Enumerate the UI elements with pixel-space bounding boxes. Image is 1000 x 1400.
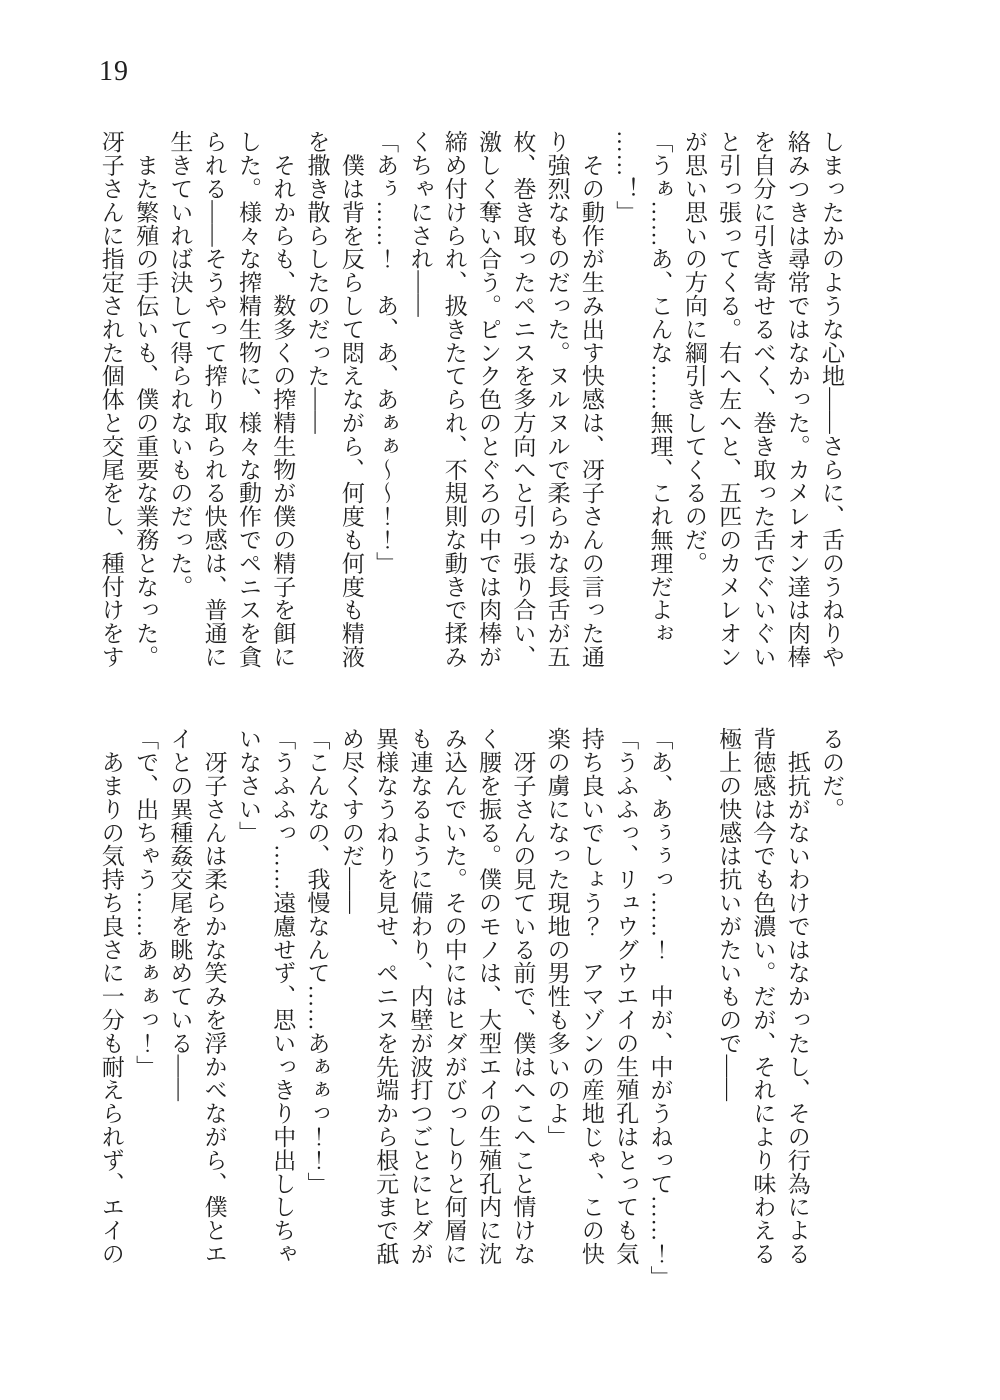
text-column: 持ち良いでしょう？ アマゾンの産地じゃ、この快 (578, 727, 604, 1266)
text-column: その動作が生み出す快感は、冴子さんの言った通 (578, 130, 604, 669)
text-column: るのだ。 (819, 727, 844, 821)
bottom-text-block (93, 727, 848, 1289)
text-column: られる——そうやって搾り取られる快感は、普通に (201, 130, 227, 669)
text-column: しまったかのような心地——さらに、舌のうねりや (819, 130, 844, 669)
text-column: 「あ、あぅぅっ……！ 中が、中がうねって……！」 (647, 727, 673, 1289)
text-column: 抵抗がないわけではなかったし、その行為による (784, 727, 810, 1266)
text-column: く腰を振る。僕のモノは、大型エイの生殖孔内に沈 (476, 727, 502, 1266)
text-column: 絡みつきは尋常ではなかった。カメレオン達は肉棒 (784, 130, 810, 669)
text-column: また繁殖の手伝いも、僕の重要な業務となった。 (133, 130, 159, 669)
text-column: り強烈なものだった。ヌルヌルで柔らかな長舌が五 (544, 130, 570, 669)
text-column: め尽くすのだ—— (338, 727, 364, 915)
text-column (677, 727, 711, 1267)
text-column: それからも、数多くの搾精生物が僕の精子を餌に (270, 130, 296, 669)
text-column: み込んでいた。その中にはヒダがびっしりと何層に (441, 727, 467, 1266)
text-column: 異様なうねりを見せ、ペニスを先端から根元まで舐 (373, 727, 399, 1266)
text-column: 「うふふっ、リュウグウエイの生殖孔はとっても気 (613, 727, 639, 1266)
text-column: 枚、巻き取ったペニスを多方向へと引っ張り合い、 (510, 130, 536, 669)
text-column: 極上の快感は抗いがたいもので—— (716, 727, 742, 1102)
text-column: 僕は背を反らして悶えながら、何度も何度も精液 (338, 130, 364, 669)
text-column: を撒き散らしたのだった—— (304, 130, 330, 435)
text-column: 背徳感は今でも色濃い。だが、それにより味わえる (750, 727, 776, 1266)
text-column: 「こんなの、我慢なんて……あぁぁっ！！」 (304, 727, 330, 1195)
text-column: イとの異種姦交尾を眺めている—— (167, 727, 193, 1102)
text-column: あまりの気持ち良さに一分も耐えられず、エイの (98, 727, 124, 1266)
text-column: した。様々な搾精生物に、様々な動作でペニスを貪 (235, 130, 261, 669)
text-column: 楽の虜になった現地の男性も多いのよ」 (544, 727, 570, 1149)
text-column: を自分に引き寄せるべく、巻き取った舌でぐいぐい (750, 130, 776, 669)
text-column: が思い思いの方向に綱引きしてくるのだ。 (681, 130, 707, 575)
text-column: ……！」 (613, 130, 639, 224)
text-column: くちゃにされ—— (407, 130, 433, 318)
text-column: 「うぁ……あ、こんな……無理、これ無理だよぉ (647, 130, 673, 645)
text-column: 激しく奪い合う。ピンク色のとぐろの中では肉棒が (476, 130, 502, 669)
text-column: 「あぅ……！ あ、あ、あぁぁ～～！！」 (373, 130, 399, 575)
text-column: 冴子さんの見ている前で、僕はへこへこと情けな (510, 727, 536, 1266)
text-column: 生きていれば決して得られないものだった。 (167, 130, 193, 598)
text-column: 締め付けられ、扱きたてられ、不規則な動きで揉み (441, 130, 467, 669)
text-column: 冴子さんは柔らかな笑みを浮かべながら、僕とエ (201, 727, 227, 1266)
text-column: 冴子さんに指定された個体と交尾をし、種付けをす (98, 130, 124, 669)
text-column: いなさい」 (235, 727, 261, 844)
text-column: と引っ張ってくる。右へ左へと、五匹のカメレオン (716, 130, 742, 669)
text-column: も連なるように備わり、内壁が波打つごとにヒダが (407, 727, 433, 1266)
text-column: 「うふふっ……遠慮せず、思いっきり中出ししちゃ (270, 727, 296, 1266)
page-number: 19 (99, 56, 129, 87)
text-column: 「で、出ちゃう……あぁぁっ！」 (133, 727, 159, 1078)
top-text-block (93, 130, 848, 670)
